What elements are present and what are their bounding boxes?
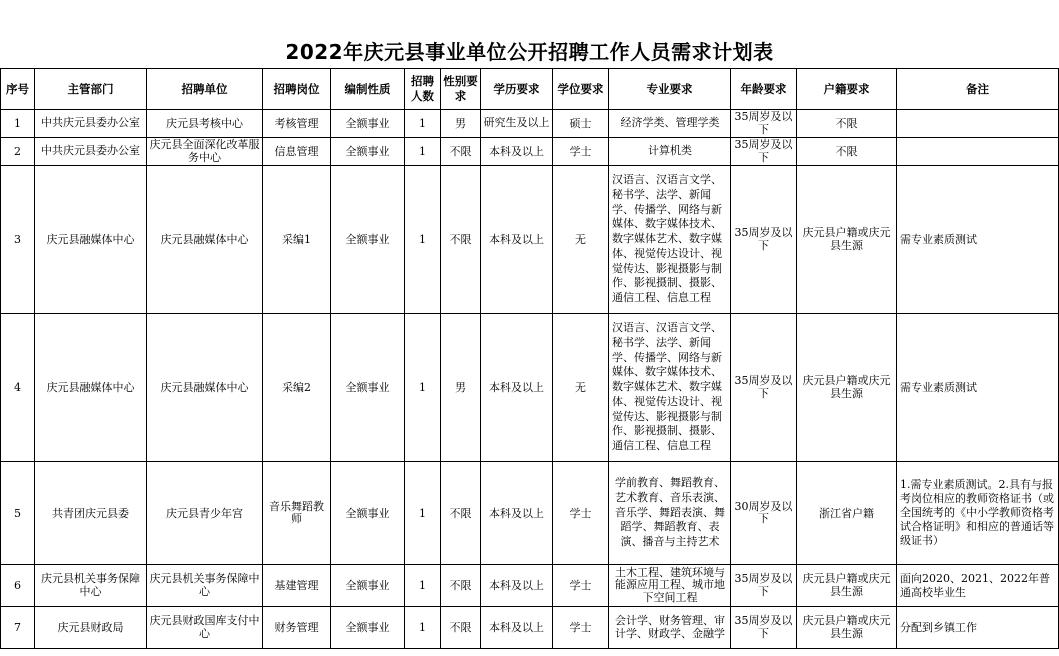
cell-seq: 6 [1,565,35,607]
cell-count: 1 [405,166,441,314]
cell-unit: 庆元县全面深化改革服务中心 [147,138,263,166]
cell-seq: 5 [1,462,35,565]
cell-major: 汉语言、汉语言文学、秘书学、法学、新闻学、传播学、网络与新媒体、数字媒体技术、数字媒体艺术、数字媒体、视觉传达设计、视觉传达、影视摄影与制作、影视摄制、摄影、通信工程、信息工程 [609,166,731,314]
cell-age: 35周岁及以下 [731,607,797,649]
cell-major: 会计学、财务管理、审计学、财政学、金融学 [609,607,731,649]
cell-note: 面向2020、2021、2022年普通高校毕业生 [897,565,1059,607]
cell-unit: 庆元县考核中心 [147,110,263,138]
cell-post: 财务管理 [263,607,331,649]
cell-post: 基建管理 [263,565,331,607]
cell-dept: 庆元县财政局 [35,607,147,649]
cell-seq: 4 [1,314,35,462]
cell-unit: 庆元县融媒体中心 [147,166,263,314]
cell-major: 土木工程、建筑环境与能源应用工程、城市地下空间工程 [609,565,731,607]
header-note: 备注 [897,69,1059,110]
cell-dept: 庆元县融媒体中心 [35,314,147,462]
cell-age: 35周岁及以下 [731,565,797,607]
cell-major: 学前教育、舞蹈教育、艺术教育、音乐表演、音乐学、舞蹈表演、舞蹈学、舞蹈教育、表演、播音与主持艺术 [609,462,731,565]
cell-count: 1 [405,314,441,462]
cell-post: 采编1 [263,166,331,314]
cell-edu: 本科及以上 [481,314,553,462]
cell-nature: 全额事业 [331,462,405,565]
header-gender: 性别要求 [441,69,481,110]
cell-gender: 不限 [441,607,481,649]
cell-nature: 全额事业 [331,166,405,314]
table-row [1,314,1059,462]
cell-dept: 庆元县机关事务保障中心 [35,565,147,607]
cell-unit: 庆元县财政国库支付中心 [147,607,263,649]
cell-seq: 7 [1,607,35,649]
header-unit: 招聘单位 [147,69,263,110]
cell-count: 1 [405,138,441,166]
header-nature: 编制性质 [331,69,405,110]
cell-degree: 学士 [553,462,609,565]
recruitment-table [0,68,1059,649]
header-post: 招聘岗位 [263,69,331,110]
cell-note: 需专业素质测试 [897,314,1059,462]
cell-degree: 无 [553,166,609,314]
cell-dept: 庆元县融媒体中心 [35,166,147,314]
table-row [1,607,1059,649]
cell-note: 需专业素质测试 [897,166,1059,314]
cell-dept: 中共庆元县委办公室 [35,110,147,138]
cell-huji: 浙江省户籍 [797,462,897,565]
cell-age: 35周岁及以下 [731,110,797,138]
cell-seq: 2 [1,138,35,166]
cell-huji: 庆元县户籍或庆元县生源 [797,166,897,314]
header-degree: 学位要求 [553,69,609,110]
table-row [1,110,1059,138]
cell-count: 1 [405,565,441,607]
cell-post: 考核管理 [263,110,331,138]
cell-count: 1 [405,607,441,649]
cell-nature: 全额事业 [331,565,405,607]
cell-nature: 全额事业 [331,138,405,166]
header-seq: 序号 [1,69,35,110]
cell-age: 30周岁及以下 [731,462,797,565]
cell-note: 1.需专业素质测试。2.具有与报考岗位相应的教师资格证书（或全国统考的《中小学教师资格考试合格证明》和相应的普通话等级证书） [897,462,1059,565]
cell-seq: 3 [1,166,35,314]
cell-nature: 全额事业 [331,314,405,462]
cell-unit: 庆元县青少年宫 [147,462,263,565]
cell-huji: 不限 [797,110,897,138]
cell-edu: 本科及以上 [481,166,553,314]
cell-huji: 不限 [797,138,897,166]
table-header-row [1,69,1059,110]
cell-degree: 硕士 [553,110,609,138]
cell-note [897,138,1059,166]
cell-count: 1 [405,462,441,565]
cell-seq: 1 [1,110,35,138]
cell-post: 音乐舞蹈教师 [263,462,331,565]
cell-gender: 不限 [441,138,481,166]
cell-huji: 庆元县户籍或庆元县生源 [797,607,897,649]
cell-gender: 男 [441,110,481,138]
cell-huji: 庆元县户籍或庆元县生源 [797,314,897,462]
header-dept: 主管部门 [35,69,147,110]
cell-post: 采编2 [263,314,331,462]
cell-degree: 学士 [553,138,609,166]
cell-major: 计算机类 [609,138,731,166]
cell-gender: 不限 [441,166,481,314]
page-title: 2022年庆元县事业单位公开招聘工作人员需求计划表 [285,40,774,64]
cell-major: 汉语言、汉语言文学、秘书学、法学、新闻学、传播学、网络与新媒体、数字媒体技术、数字媒体艺术、数字媒体、视觉传达设计、视觉传达、影视摄影与制作、影视摄制、摄影、通信工程、信息工程 [609,314,731,462]
header-age: 年龄要求 [731,69,797,110]
cell-degree: 无 [553,314,609,462]
cell-nature: 全额事业 [331,607,405,649]
header-count: 招聘人数 [405,69,441,110]
cell-edu: 本科及以上 [481,462,553,565]
cell-gender: 不限 [441,565,481,607]
cell-dept: 中共庆元县委办公室 [35,138,147,166]
header-edu: 学历要求 [481,69,553,110]
cell-nature: 全额事业 [331,110,405,138]
cell-dept: 共青团庆元县委 [35,462,147,565]
header-huji: 户籍要求 [797,69,897,110]
cell-gender: 不限 [441,462,481,565]
table-row [1,565,1059,607]
cell-age: 35周岁及以下 [731,314,797,462]
cell-huji: 庆元县户籍或庆元县生源 [797,565,897,607]
cell-edu: 本科及以上 [481,138,553,166]
cell-count: 1 [405,110,441,138]
cell-degree: 学士 [553,607,609,649]
table-row [1,462,1059,565]
cell-unit: 庆元县融媒体中心 [147,314,263,462]
cell-note: 分配到乡镇工作 [897,607,1059,649]
cell-edu: 本科及以上 [481,607,553,649]
cell-post: 信息管理 [263,138,331,166]
cell-edu: 研究生及以上 [481,110,553,138]
cell-degree: 学士 [553,565,609,607]
cell-gender: 男 [441,314,481,462]
table-row [1,138,1059,166]
cell-edu: 本科及以上 [481,565,553,607]
cell-age: 35周岁及以下 [731,166,797,314]
cell-age: 35周岁及以下 [731,138,797,166]
cell-note [897,110,1059,138]
cell-major: 经济学类、管理学类 [609,110,731,138]
cell-unit: 庆元县机关事务保障中心 [147,565,263,607]
header-major: 专业要求 [609,69,731,110]
table-row [1,166,1059,314]
